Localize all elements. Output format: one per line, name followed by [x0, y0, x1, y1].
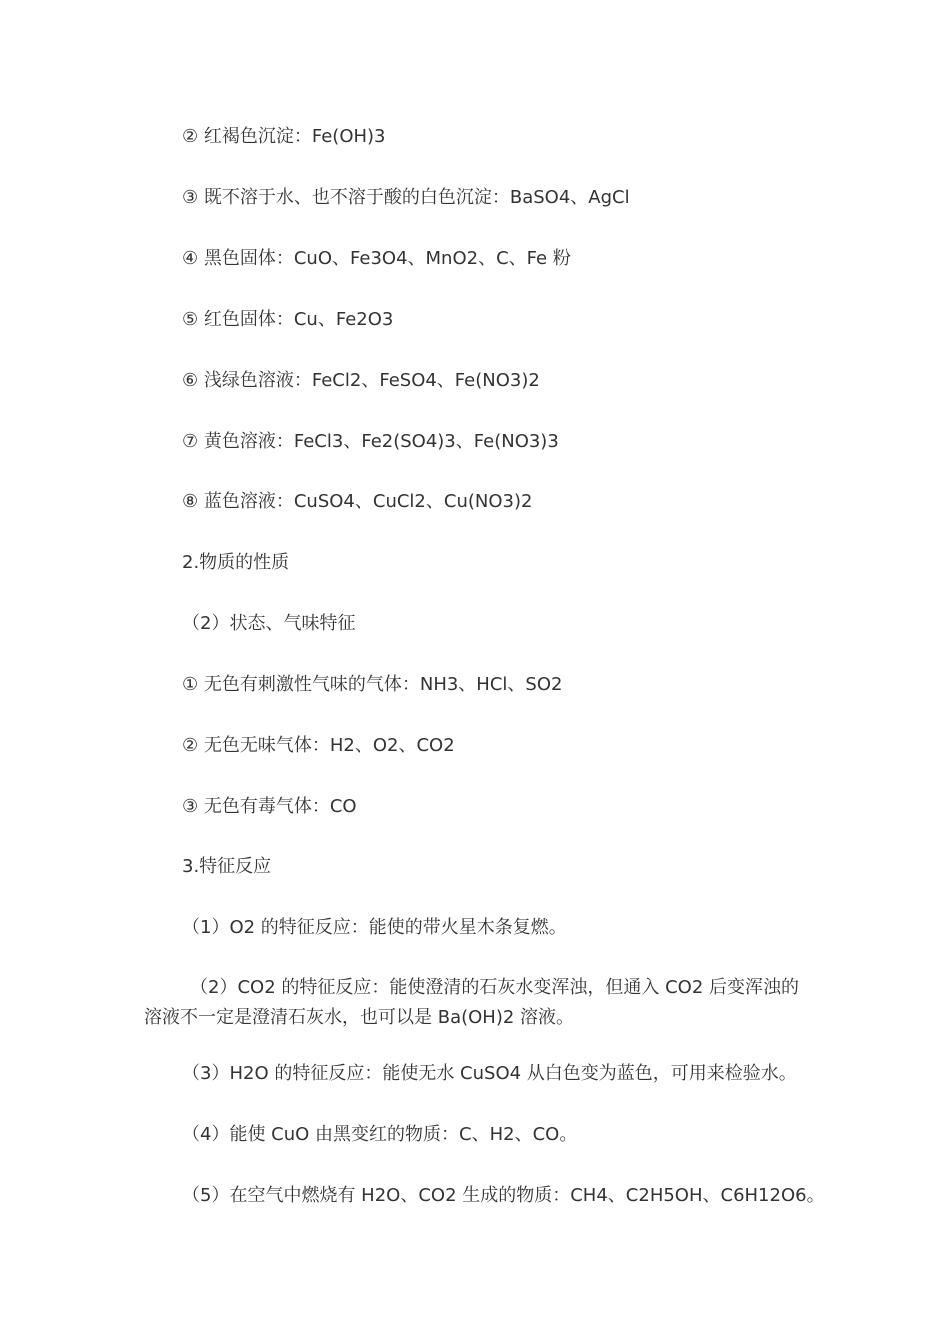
reaction-combustion-products: （5）在空气中燃烧有 H2O、CO2 生成的物质：CH4、C2H5OH、C6H12O6。: [182, 1185, 825, 1206]
line-odorless-gas: ② 无色无味气体：H2、O2、CO2: [182, 735, 455, 756]
reaction-h2o: （3）H2O 的特征反应：能使无水 CuSO4 从白色变为蓝色，可用来检验水。: [182, 1063, 797, 1084]
reaction-co2: （2）CO2 的特征反应：能使澄清的石灰水变浑浊，但通入 CO2 后变浑浊的溶液不一定是澄清石灰水，也可以是 Ba(OH)2 溶液。: [144, 977, 799, 1028]
line-pungent-gas: ① 无色有刺激性气味的气体：NH3、HCl、SO2: [182, 674, 563, 695]
line-white-precipitate: ③ 既不溶于水、也不溶于酸的白色沉淀：BaSO4、AgCl: [182, 187, 630, 208]
line-light-green-solution: ⑥ 浅绿色溶液：FeCl2、FeSO4、Fe(NO3)2: [182, 370, 540, 391]
reaction-o2: （1）O2 的特征反应：能使的带火星木条复燃。: [182, 917, 567, 938]
line-blue-solution: ⑧ 蓝色溶液：CuSO4、CuCl2、Cu(NO3)2: [182, 491, 533, 512]
line-yellow-solution: ⑦ 黄色溶液：FeCl3、Fe2(SO4)3、Fe(NO3)3: [182, 431, 559, 452]
reaction-cuo-reduction: （4）能使 CuO 由黑变红的物质：C、H2、CO。: [182, 1124, 578, 1145]
line-red-brown-precipitate: ② 红褐色沉淀：Fe(OH)3: [182, 126, 386, 147]
subheading-state-odor: （2）状态、气味特征: [182, 613, 356, 634]
line-toxic-gas: ③ 无色有毒气体：CO: [182, 796, 357, 817]
heading-material-properties: 2.物质的性质: [182, 552, 290, 573]
line-black-solid: ④ 黑色固体：CuO、Fe3O4、MnO2、C、Fe 粉: [182, 248, 571, 269]
line-red-solid: ⑤ 红色固体：Cu、Fe2O3: [182, 309, 394, 330]
heading-characteristic-reactions: 3.特征反应: [182, 856, 272, 877]
